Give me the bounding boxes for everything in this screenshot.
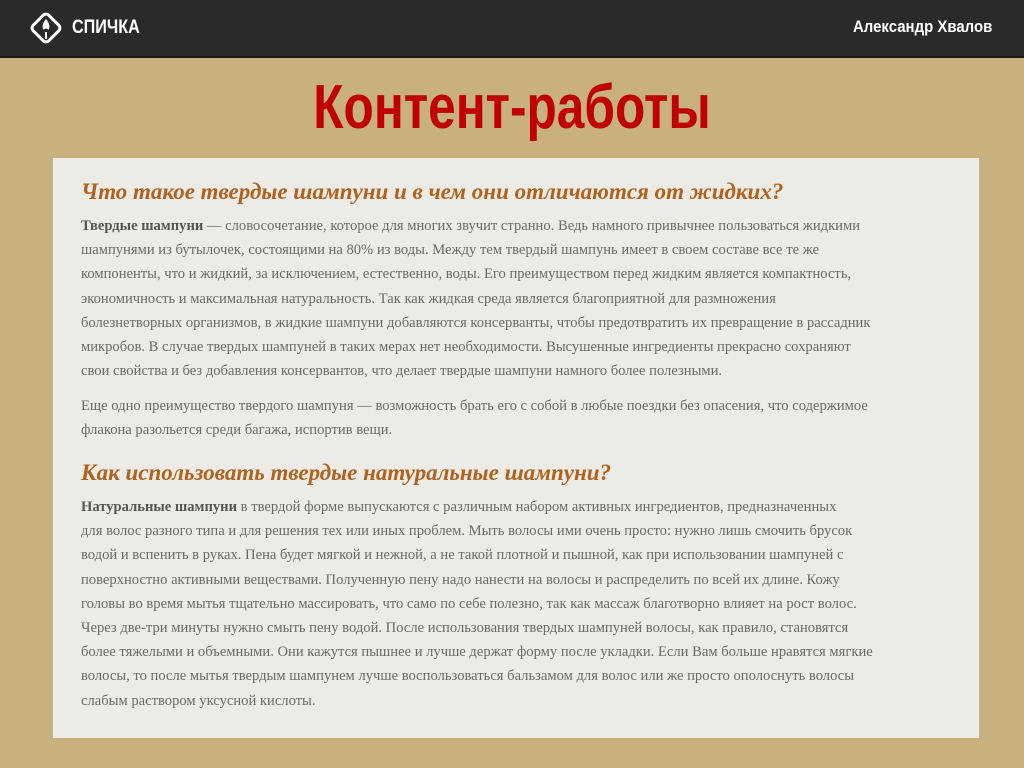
- bold-term: Твердые шампуни: [81, 218, 204, 234]
- logo-text: СПИЧКА: [72, 17, 140, 38]
- text-line: поверхностно активными веществами. Полученную пену надо нанести на волосы и распределить по всей их длине. Кожу: [81, 571, 840, 588]
- article-screenshot: [53, 158, 979, 738]
- logo[interactable]: [28, 10, 152, 46]
- text-line: свои свойства и без добавления консервантов, что делает твердые шампуни намного более полезными.: [81, 363, 723, 380]
- heading-what-are-solid-shampoos: Что такое твердые шампуни и в чем они отличаются от жидких?: [81, 179, 784, 204]
- text-line: более тяжелыми и объемными. Они кажутся пышнее и лучше держат форму после укладки. Если Вам больше нравятся мягкие: [81, 644, 873, 661]
- paragraph-2: [81, 394, 868, 442]
- text-line: в твердой форме выпускаются с различным набором активных ингредиентов, предназначенных: [237, 499, 837, 515]
- paragraph-1: [81, 214, 870, 383]
- text-line: головы во время мытья тщательно массировать, что само по себе полезно, так как массаж благотворно влияет на рост волос.: [81, 595, 857, 612]
- text-line: экономичность и максимальная натуральность. Так как жидкая среда является благоприятной для размножения: [81, 290, 776, 307]
- text-line: — словосочетание, которое для многих звучит странно. Ведь намного привычнее пользоваться жидкими: [203, 218, 861, 234]
- top-bar: [0, 0, 1024, 58]
- text-line: компоненты, что и жидкий, за исключением, естественно, воды. Его преимуществом перед жидким является компактность,: [81, 266, 852, 283]
- text-line: болезнетворных организмов, в жидкие шампуни добавляются консерванты, чтобы предотвратить их превращение в рассадник: [81, 314, 871, 331]
- text-line: шампунями из бутылочек, состоящими на 80% из воды. Между тем твердый шампунь имеет в своем составе все те же: [81, 242, 820, 259]
- paragraph-3: [81, 495, 873, 713]
- author-name: Александр Хвалов: [852, 17, 992, 36]
- slide-title: Контент-работы: [313, 73, 711, 142]
- match-flame-icon: [28, 10, 64, 46]
- text-line: слабым раствором уксусной кислоты.: [81, 692, 316, 709]
- text-line: волосы, то после мытья твердым шампунем лучше воспользоваться бальзамом для волос или же просто ополоснуть волосы: [81, 668, 855, 685]
- text-line: для волос разного типа и для решения тех или иных проблем. Мыть волосы ими очень просто: нужно лишь смочить брусок: [81, 523, 853, 540]
- text-line: флакона разольется среди багажа, испортив вещи.: [81, 422, 393, 439]
- heading-how-to-use: Как использовать твердые натуральные шампуни?: [81, 460, 612, 485]
- text-line: водой и вспенить в руках. Пена будет мягкой и нежной, а не такой плотной и пышной, как при использовании шампуней с: [81, 547, 844, 564]
- text-line: Еще одно преимущество твердого шампуня — возможность брать его с собой в любые поездки без опасения, что содержимое: [81, 398, 868, 414]
- text-line: микробов. В случае твердых шампуней в таких мерах нет необходимости. Высушенные ингредиенты прекрасно сохраняют: [81, 339, 851, 356]
- bold-term: Натуральные шампуни: [81, 499, 237, 515]
- text-line: Через две-три минуты нужно смыть пену водой. После использования твердых шампуней волосы, как правило, становятся: [81, 620, 849, 637]
